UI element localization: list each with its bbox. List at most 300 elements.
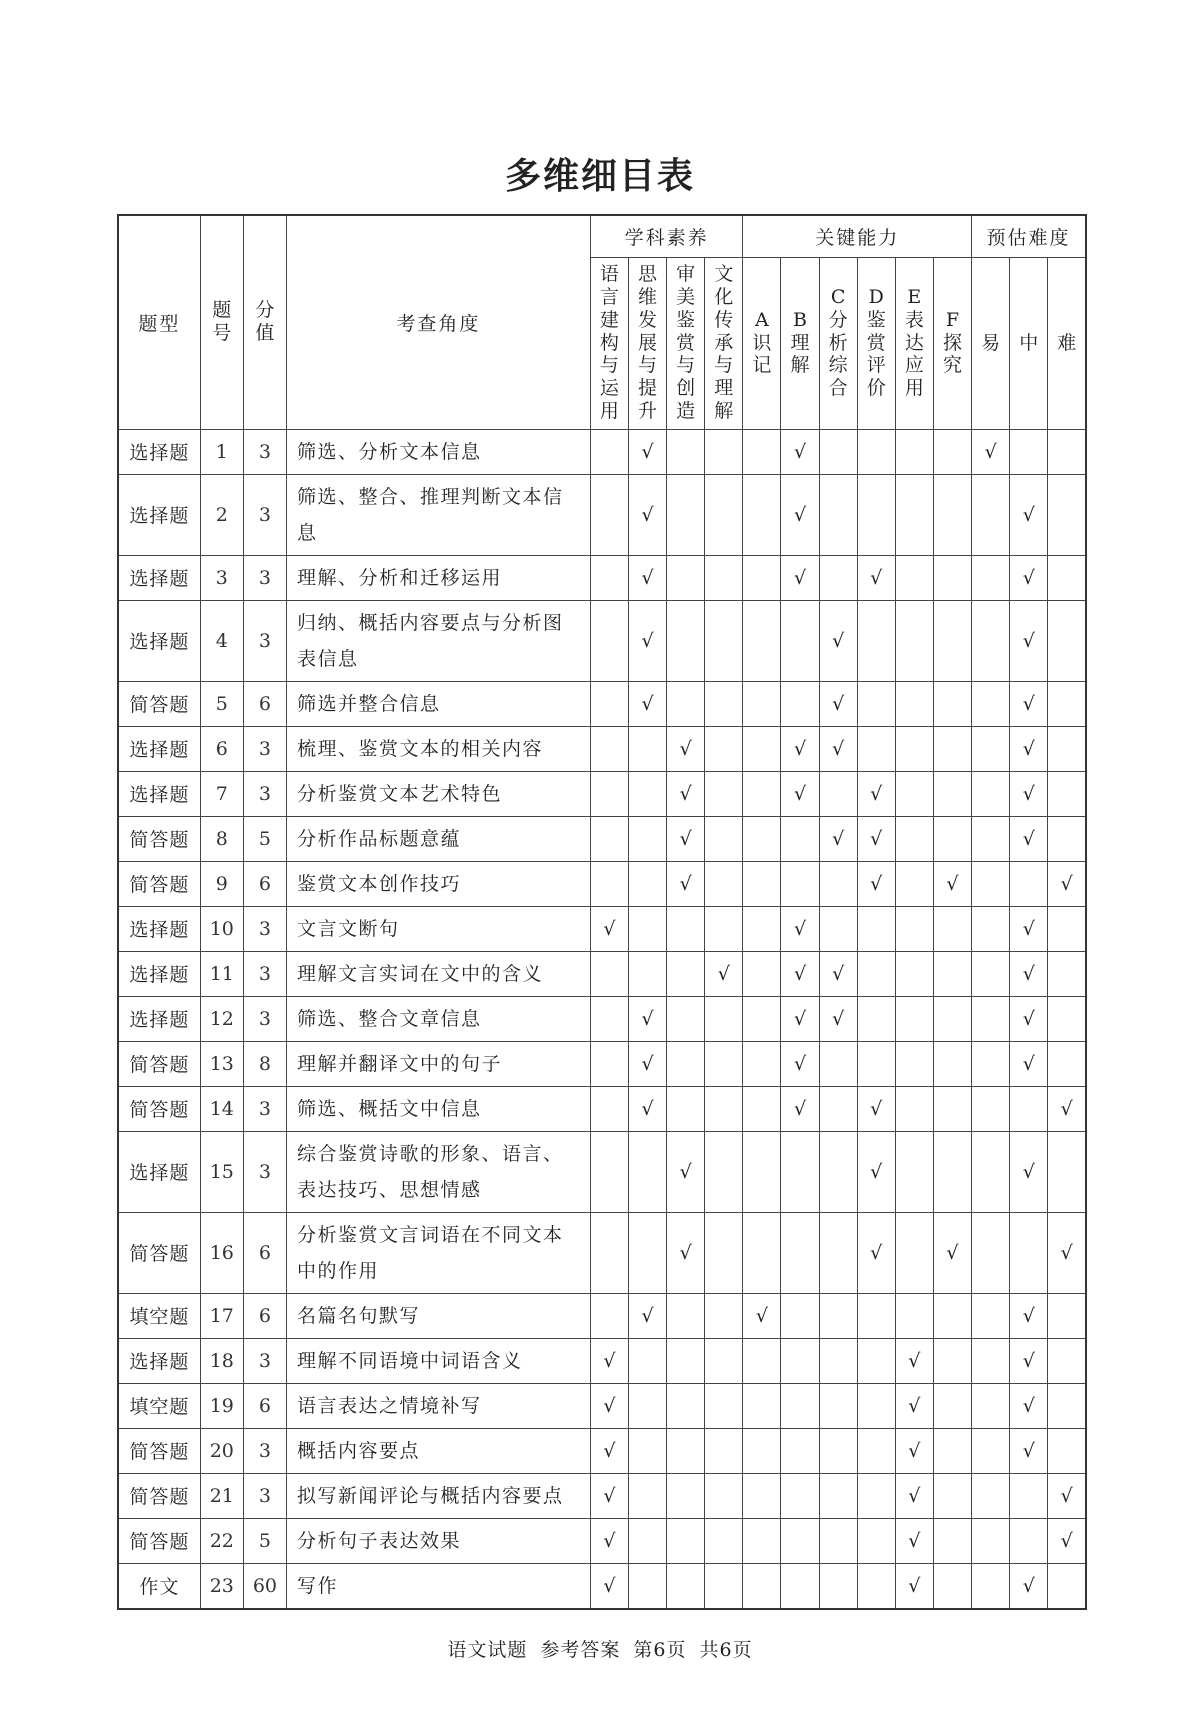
check-mark-icon: √ [679,737,692,760]
check-cell-hard [1048,1563,1086,1609]
check-cell-language [590,816,628,861]
check-cell-language [590,555,628,600]
check-cell-hard [1048,1086,1086,1131]
check-cell-medium [1010,1563,1048,1609]
check-mark-icon: √ [679,827,692,850]
check-mark-icon: √ [603,1439,616,1462]
score-cell: 6 [243,861,286,906]
check-cell-c-analyze [819,906,857,951]
check-cell-f-explore [933,861,971,906]
header-sub-f-explore: F探究 [933,257,971,429]
check-cell-e-express [895,906,933,951]
check-cell-easy [972,726,1010,771]
check-cell-aesthetic [667,1212,705,1293]
check-mark-icon: √ [679,782,692,805]
check-cell-easy [972,816,1010,861]
check-cell-c-analyze [819,1086,857,1131]
question-number-cell: 3 [200,555,243,600]
check-cell-thinking [629,1383,667,1428]
question-type-cell: 简答题 [118,1518,200,1563]
check-cell-culture [705,1473,743,1518]
check-cell-a-recall [743,474,781,555]
check-cell-d-appreciate [857,771,895,816]
check-cell-e-express [895,1131,933,1212]
question-type-cell: 选择题 [118,951,200,996]
check-cell-f-explore [933,1131,971,1212]
check-cell-easy [972,996,1010,1041]
check-mark-icon: √ [641,566,654,589]
score-cell: 3 [243,771,286,816]
question-type-cell: 选择题 [118,771,200,816]
check-mark-icon: √ [1022,917,1035,940]
check-cell-f-explore [933,1338,971,1383]
check-cell-a-recall [743,906,781,951]
check-cell-c-analyze [819,771,857,816]
check-cell-easy [972,1212,1010,1293]
check-cell-hard [1048,681,1086,726]
check-mark-icon: √ [1022,1394,1035,1417]
check-cell-a-recall [743,1518,781,1563]
check-mark-icon: √ [908,1439,921,1462]
topic-cell: 梳理、鉴赏文本的相关内容 [286,726,590,771]
check-cell-easy [972,861,1010,906]
check-cell-language [590,1293,628,1338]
header-sub-a-recall: A识记 [743,257,781,429]
check-cell-c-analyze [819,1518,857,1563]
check-cell-d-appreciate [857,1041,895,1086]
check-cell-medium [1010,771,1048,816]
question-number-cell: 8 [200,816,243,861]
check-mark-icon: √ [679,1241,692,1264]
check-mark-icon: √ [1060,1097,1073,1120]
score-cell: 8 [243,1041,286,1086]
table-row [118,906,1086,951]
check-mark-icon: √ [1022,737,1035,760]
check-cell-b-understand [781,1131,819,1212]
check-mark-icon: √ [832,629,845,652]
check-cell-aesthetic [667,1563,705,1609]
check-cell-hard [1048,1212,1086,1293]
topic-cell: 语言表达之情境补写 [286,1383,590,1428]
topic-cell: 理解、分析和迁移运用 [286,555,590,600]
header-type: 题型 [118,215,200,429]
table-row [118,1212,1086,1293]
question-type-cell: 简答题 [118,861,200,906]
question-number-cell: 2 [200,474,243,555]
check-cell-d-appreciate [857,1383,895,1428]
check-cell-c-analyze [819,1473,857,1518]
check-mark-icon: √ [946,872,959,895]
check-cell-language [590,996,628,1041]
check-cell-hard [1048,771,1086,816]
check-cell-thinking [629,996,667,1041]
score-cell: 6 [243,1212,286,1293]
check-cell-language [590,1473,628,1518]
check-cell-f-explore [933,906,971,951]
check-cell-easy [972,681,1010,726]
question-number-cell: 13 [200,1041,243,1086]
header-score: 分值 [243,215,286,429]
check-cell-aesthetic [667,429,705,474]
check-cell-c-analyze [819,681,857,726]
table-row [118,1293,1086,1338]
check-cell-aesthetic [667,951,705,996]
check-cell-culture [705,1563,743,1609]
check-mark-icon: √ [870,1097,883,1120]
check-cell-thinking [629,1518,667,1563]
question-number-cell: 16 [200,1212,243,1293]
score-cell: 3 [243,1338,286,1383]
check-cell-aesthetic [667,600,705,681]
check-cell-d-appreciate [857,951,895,996]
check-cell-b-understand [781,1293,819,1338]
topic-cell: 理解并翻译文中的句子 [286,1041,590,1086]
check-mark-icon: √ [1022,566,1035,589]
check-mark-icon: √ [1060,1241,1073,1264]
check-mark-icon: √ [1022,1304,1035,1327]
score-cell: 3 [243,429,286,474]
check-cell-thinking [629,1428,667,1473]
check-cell-thinking [629,1473,667,1518]
question-type-cell: 选择题 [118,429,200,474]
check-cell-a-recall [743,1563,781,1609]
check-cell-thinking [629,1086,667,1131]
check-cell-b-understand [781,1383,819,1428]
header-sub-hard: 难 [1048,257,1086,429]
check-cell-hard [1048,861,1086,906]
score-cell: 60 [243,1563,286,1609]
question-number-cell: 18 [200,1338,243,1383]
check-cell-language [590,600,628,681]
check-cell-thinking [629,681,667,726]
table-row [118,816,1086,861]
check-mark-icon: √ [908,1394,921,1417]
check-cell-easy [972,771,1010,816]
check-cell-easy [972,474,1010,555]
check-cell-a-recall [743,1473,781,1518]
check-cell-aesthetic [667,1041,705,1086]
check-mark-icon: √ [1022,1349,1035,1372]
check-cell-f-explore [933,474,971,555]
check-cell-hard [1048,1473,1086,1518]
check-mark-icon: √ [1022,1007,1035,1030]
header-sub-thinking: 思维发展与提升 [629,257,667,429]
check-cell-thinking [629,1041,667,1086]
check-cell-b-understand [781,1473,819,1518]
header-group-literacy: 学科素养 [590,215,742,257]
check-cell-b-understand [781,771,819,816]
check-cell-medium [1010,1518,1048,1563]
check-cell-thinking [629,474,667,555]
table-row [118,1383,1086,1428]
topic-cell: 筛选、整合、推理判断文本信息 [286,474,590,555]
check-cell-aesthetic [667,726,705,771]
check-cell-easy [972,1086,1010,1131]
topic-cell: 筛选、概括文中信息 [286,1086,590,1131]
check-cell-d-appreciate [857,1086,895,1131]
check-cell-e-express [895,1563,933,1609]
check-cell-easy [972,1383,1010,1428]
check-cell-medium [1010,1473,1048,1518]
question-number-cell: 12 [200,996,243,1041]
check-cell-language [590,1428,628,1473]
check-cell-medium [1010,1293,1048,1338]
topic-cell: 鉴赏文本创作技巧 [286,861,590,906]
check-mark-icon: √ [793,1052,807,1075]
topic-cell: 分析作品标题意蕴 [286,816,590,861]
score-cell: 3 [243,1131,286,1212]
check-cell-c-analyze [819,1041,857,1086]
check-cell-hard [1048,429,1086,474]
check-mark-icon: √ [1022,692,1035,715]
check-cell-aesthetic [667,996,705,1041]
check-cell-thinking [629,1563,667,1609]
check-cell-f-explore [933,681,971,726]
check-cell-b-understand [781,1086,819,1131]
check-mark-icon: √ [1060,1529,1073,1552]
check-cell-language [590,1338,628,1383]
check-cell-medium [1010,1212,1048,1293]
check-cell-easy [972,906,1010,951]
check-cell-culture [705,1383,743,1428]
check-mark-icon: √ [1060,872,1073,895]
check-cell-medium [1010,951,1048,996]
check-cell-f-explore [933,1563,971,1609]
table-row [118,429,1086,474]
check-cell-language [590,1518,628,1563]
check-cell-d-appreciate [857,681,895,726]
table-row [118,1428,1086,1473]
check-cell-a-recall [743,771,781,816]
header-number: 题号 [200,215,243,429]
check-cell-hard [1048,1041,1086,1086]
check-cell-f-explore [933,429,971,474]
check-cell-c-analyze [819,1338,857,1383]
check-cell-a-recall [743,951,781,996]
table-row [118,1131,1086,1212]
check-mark-icon: √ [832,1007,845,1030]
header-sub-language: 语言建构与运用 [590,257,628,429]
check-cell-thinking [629,726,667,771]
check-cell-culture [705,726,743,771]
score-cell: 3 [243,726,286,771]
topic-cell: 分析鉴赏文言词语在不同文本中的作用 [286,1212,590,1293]
check-mark-icon: √ [793,917,807,940]
check-cell-aesthetic [667,681,705,726]
check-cell-medium [1010,1041,1048,1086]
check-cell-hard [1048,726,1086,771]
check-cell-b-understand [781,1338,819,1383]
score-cell: 3 [243,1428,286,1473]
question-type-cell: 作文 [118,1563,200,1609]
check-cell-b-understand [781,1212,819,1293]
check-cell-f-explore [933,816,971,861]
check-cell-easy [972,1131,1010,1212]
topic-cell: 写作 [286,1563,590,1609]
score-cell: 3 [243,996,286,1041]
topic-cell: 筛选并整合信息 [286,681,590,726]
header-topic: 考查角度 [286,215,590,429]
check-cell-thinking [629,555,667,600]
question-type-cell: 选择题 [118,600,200,681]
check-cell-culture [705,996,743,1041]
check-cell-e-express [895,429,933,474]
check-mark-icon: √ [984,440,997,463]
check-mark-icon: √ [641,1007,654,1030]
check-cell-aesthetic [667,1131,705,1212]
check-cell-hard [1048,1428,1086,1473]
check-cell-c-analyze [819,474,857,555]
check-mark-icon: √ [870,566,883,589]
check-cell-e-express [895,1293,933,1338]
header-sub-easy: 易 [972,257,1010,429]
question-number-cell: 4 [200,600,243,681]
header-group-ability: 关键能力 [743,215,972,257]
check-mark-icon: √ [641,1052,654,1075]
check-mark-icon: √ [793,737,807,760]
check-cell-f-explore [933,600,971,681]
check-cell-aesthetic [667,906,705,951]
header-sub-b-understand: B理解 [781,257,819,429]
check-mark-icon: √ [1022,1439,1035,1462]
check-cell-aesthetic [667,1428,705,1473]
check-cell-d-appreciate [857,1212,895,1293]
check-cell-a-recall [743,1293,781,1338]
check-cell-aesthetic [667,474,705,555]
check-cell-easy [972,1293,1010,1338]
check-cell-medium [1010,1086,1048,1131]
check-cell-a-recall [743,816,781,861]
check-mark-icon: √ [908,1484,921,1507]
check-cell-a-recall [743,1428,781,1473]
check-mark-icon: √ [603,1394,616,1417]
check-mark-icon: √ [793,782,807,805]
check-mark-icon: √ [870,872,883,895]
check-cell-f-explore [933,726,971,771]
check-mark-icon: √ [793,1007,807,1030]
header-sub-culture: 文化传承与理解 [705,257,743,429]
check-cell-f-explore [933,555,971,600]
check-cell-b-understand [781,1518,819,1563]
check-mark-icon: √ [1060,1484,1073,1507]
check-cell-c-analyze [819,600,857,681]
question-number-cell: 23 [200,1563,243,1609]
check-mark-icon: √ [717,962,730,985]
check-mark-icon: √ [641,629,654,652]
check-mark-icon: √ [1022,782,1035,805]
check-cell-f-explore [933,1473,971,1518]
check-cell-culture [705,861,743,906]
check-mark-icon: √ [832,692,845,715]
check-cell-medium [1010,1338,1048,1383]
header-group-difficulty: 预估难度 [972,215,1086,257]
check-cell-e-express [895,861,933,906]
check-cell-language [590,906,628,951]
check-cell-culture [705,906,743,951]
check-cell-d-appreciate [857,1131,895,1212]
score-cell: 3 [243,474,286,555]
check-cell-b-understand [781,1563,819,1609]
check-cell-f-explore [933,771,971,816]
check-cell-e-express [895,1473,933,1518]
check-cell-culture [705,1131,743,1212]
check-cell-c-analyze [819,726,857,771]
check-cell-medium [1010,861,1048,906]
check-cell-f-explore [933,1428,971,1473]
check-cell-aesthetic [667,1518,705,1563]
check-cell-aesthetic [667,1473,705,1518]
check-cell-hard [1048,951,1086,996]
check-cell-c-analyze [819,1212,857,1293]
topic-cell: 分析鉴赏文本艺术特色 [286,771,590,816]
check-cell-thinking [629,1131,667,1212]
topic-cell: 筛选、分析文本信息 [286,429,590,474]
check-cell-easy [972,951,1010,996]
question-type-cell: 简答题 [118,1086,200,1131]
topic-cell: 理解不同语境中词语含义 [286,1338,590,1383]
check-cell-e-express [895,1383,933,1428]
question-type-cell: 简答题 [118,1041,200,1086]
check-cell-language [590,1383,628,1428]
check-cell-hard [1048,555,1086,600]
check-cell-hard [1048,474,1086,555]
check-cell-b-understand [781,816,819,861]
check-cell-b-understand [781,555,819,600]
check-mark-icon: √ [946,1241,959,1264]
check-cell-d-appreciate [857,1338,895,1383]
check-cell-thinking [629,1338,667,1383]
question-type-cell: 简答题 [118,1212,200,1293]
check-cell-medium [1010,474,1048,555]
check-mark-icon: √ [603,1484,616,1507]
check-cell-language [590,861,628,906]
check-cell-d-appreciate [857,1428,895,1473]
check-cell-hard [1048,1131,1086,1212]
check-mark-icon: √ [1022,629,1035,652]
check-cell-b-understand [781,429,819,474]
check-cell-hard [1048,816,1086,861]
score-cell: 3 [243,906,286,951]
check-mark-icon: √ [870,1160,883,1183]
check-cell-b-understand [781,906,819,951]
check-mark-icon: √ [603,1574,616,1597]
check-cell-hard [1048,1293,1086,1338]
check-mark-icon: √ [641,692,654,715]
check-cell-medium [1010,816,1048,861]
check-cell-d-appreciate [857,996,895,1041]
check-cell-a-recall [743,1212,781,1293]
check-cell-medium [1010,996,1048,1041]
check-cell-easy [972,555,1010,600]
check-mark-icon: √ [1022,1574,1035,1597]
question-type-cell: 填空题 [118,1383,200,1428]
check-cell-culture [705,429,743,474]
check-cell-hard [1048,906,1086,951]
check-cell-a-recall [743,1383,781,1428]
score-cell: 3 [243,1473,286,1518]
check-cell-e-express [895,1086,933,1131]
check-mark-icon: √ [603,1529,616,1552]
check-cell-b-understand [781,996,819,1041]
table-row [118,474,1086,555]
check-cell-hard [1048,1518,1086,1563]
check-mark-icon: √ [832,827,845,850]
check-mark-icon: √ [870,1241,883,1264]
check-cell-easy [972,1563,1010,1609]
check-cell-culture [705,771,743,816]
check-cell-f-explore [933,1086,971,1131]
check-cell-culture [705,1518,743,1563]
